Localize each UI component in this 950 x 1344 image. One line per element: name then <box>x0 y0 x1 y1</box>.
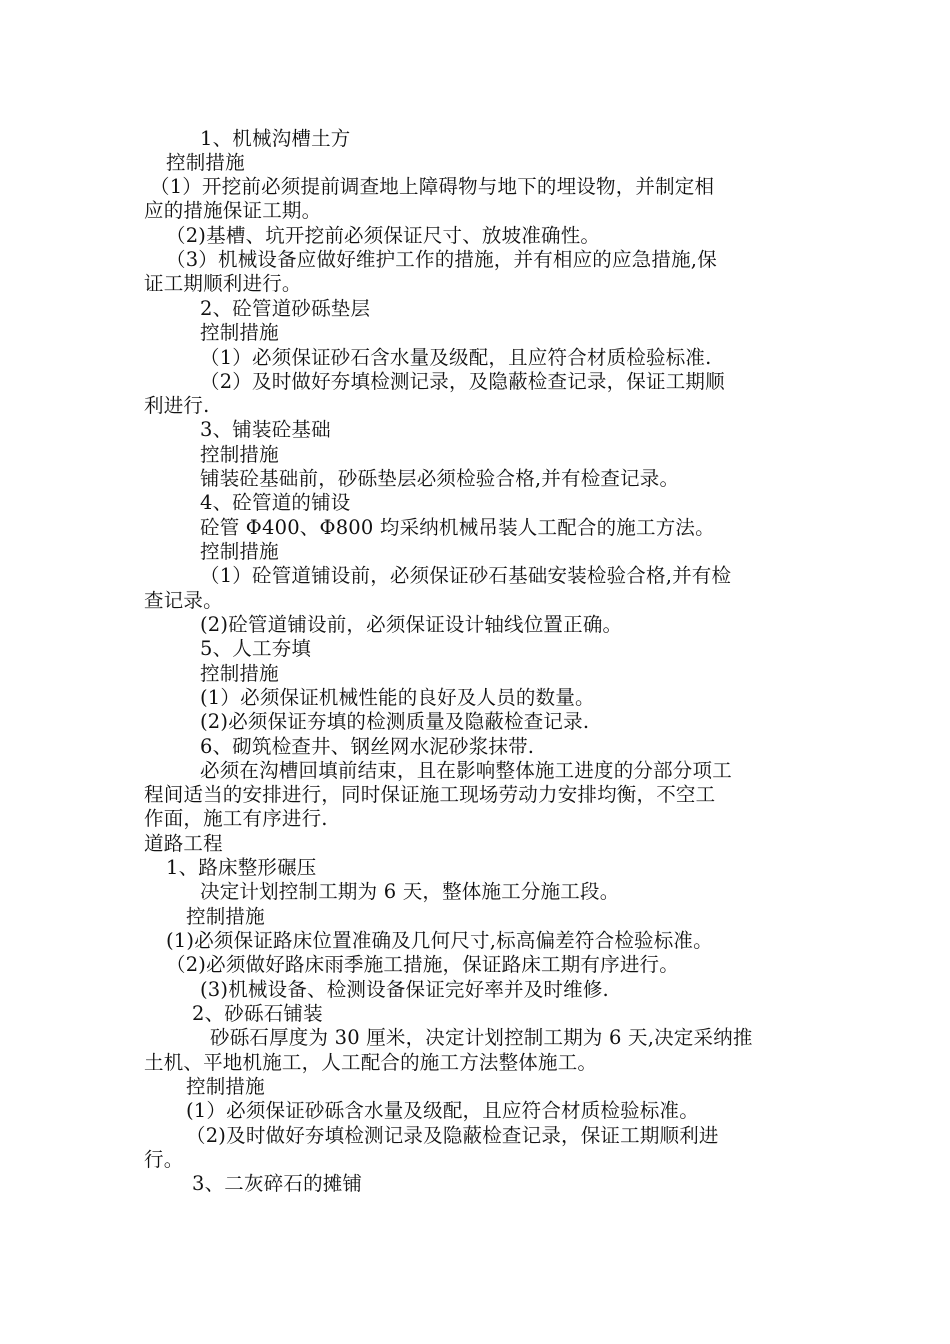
section-heading: 5、人工夯填 <box>200 637 312 660</box>
paragraph-line: 必须在沟槽回填前结束，且在影响整体施工进度的分部分项工 <box>200 759 732 782</box>
section-heading: 3、铺装砼基础 <box>200 418 331 441</box>
paragraph-line: (3)机械设备、检测设备保证完好率并及时维修. <box>200 978 609 1001</box>
paragraph-line: (2)砼管道铺设前，必须保证设计轴线位置正确。 <box>200 613 623 636</box>
paragraph-line: (1）必须保证砂砾含水量及级配，且应符合材质检验标准。 <box>186 1099 699 1122</box>
subheading: 控制措施 <box>166 151 245 174</box>
paragraph-line: (2)必须保证夯填的检测质量及隐蔽检查记录. <box>200 710 590 733</box>
paragraph-line: (1)必须保证路床位置准确及几何尺寸,标高偏差符合检验标准。 <box>166 929 713 952</box>
section-heading: 6、砌筑检查井、钢丝网水泥砂浆抹带. <box>200 735 535 758</box>
paragraph-line: 查记录。 <box>144 589 223 612</box>
paragraph-line: 土机、平地机施工，人工配合的施工方法整体施工。 <box>144 1051 598 1074</box>
paragraph-line: 决定计划控制工期为 6 天，整体施工分施工段。 <box>200 880 620 903</box>
paragraph-line: 铺装砼基础前，砂砾垫层必须检验合格,并有检查记录。 <box>200 467 680 490</box>
subheading: 控制措施 <box>186 1075 265 1098</box>
paragraph-line: 行。 <box>144 1148 184 1171</box>
paragraph-line: （1）必须保证砂石含水量及级配，且应符合材质检验标准. <box>200 346 712 369</box>
section-heading: 2、砼管道砂砾垫层 <box>200 297 371 320</box>
subheading: 控制措施 <box>200 662 279 685</box>
subheading: 控制措施 <box>186 905 265 928</box>
paragraph-line: （2）及时做好夯填检测记录，及隐蔽检查记录，保证工期顺 <box>200 370 725 393</box>
paragraph-line: （1）开挖前必须提前调查地上障碍物与地下的埋设物，并制定相 <box>150 175 715 198</box>
section-heading: 1、路床整形碾压 <box>166 856 317 879</box>
paragraph-line: （2)及时做好夯填检测记录及隐蔽检查记录，保证工期顺利进 <box>186 1124 719 1147</box>
paragraph-line: 应的措施保证工期。 <box>144 199 322 222</box>
paragraph-line: （1）砼管道铺设前，必须保证砂石基础安装检验合格,并有检 <box>200 564 732 587</box>
paragraph-line: 证工期顺利进行。 <box>144 272 302 295</box>
paragraph-line: 砼管 Φ400、Φ800 均采纳机械吊装人工配合的施工方法。 <box>200 516 715 539</box>
section-heading: 4、砼管道的铺设 <box>200 491 351 514</box>
paragraph-line: 利进行. <box>144 394 210 417</box>
paragraph-line: （2)基槽、坑开挖前必须保证尺寸、放坡准确性。 <box>166 224 601 247</box>
paragraph-line: 作面，施工有序进行. <box>144 807 328 830</box>
paragraph-line: （2)必须做好路床雨季施工措施，保证路床工期有序进行。 <box>166 953 679 976</box>
section-heading: 1、机械沟槽土方 <box>200 127 351 150</box>
paragraph-line: (1）必须保证机械性能的良好及人员的数量。 <box>200 686 595 709</box>
paragraph-line: 砂砾石厚度为 30 厘米，决定计划控制工期为 6 天,决定采纳推 <box>210 1026 753 1049</box>
chapter-heading: 道路工程 <box>144 832 223 855</box>
subheading: 控制措施 <box>200 540 279 563</box>
section-heading: 3、二灰碎石的摊铺 <box>192 1172 363 1195</box>
paragraph-line: （3）机械设备应做好维护工作的措施，并有相应的应急措施,保 <box>166 248 717 271</box>
paragraph-line: 程间适当的安排进行，同时保证施工现场劳动力安排均衡，不空工 <box>144 783 716 806</box>
section-heading: 2、砂砾石铺装 <box>192 1002 323 1025</box>
subheading: 控制措施 <box>200 443 279 466</box>
subheading: 控制措施 <box>200 321 279 344</box>
